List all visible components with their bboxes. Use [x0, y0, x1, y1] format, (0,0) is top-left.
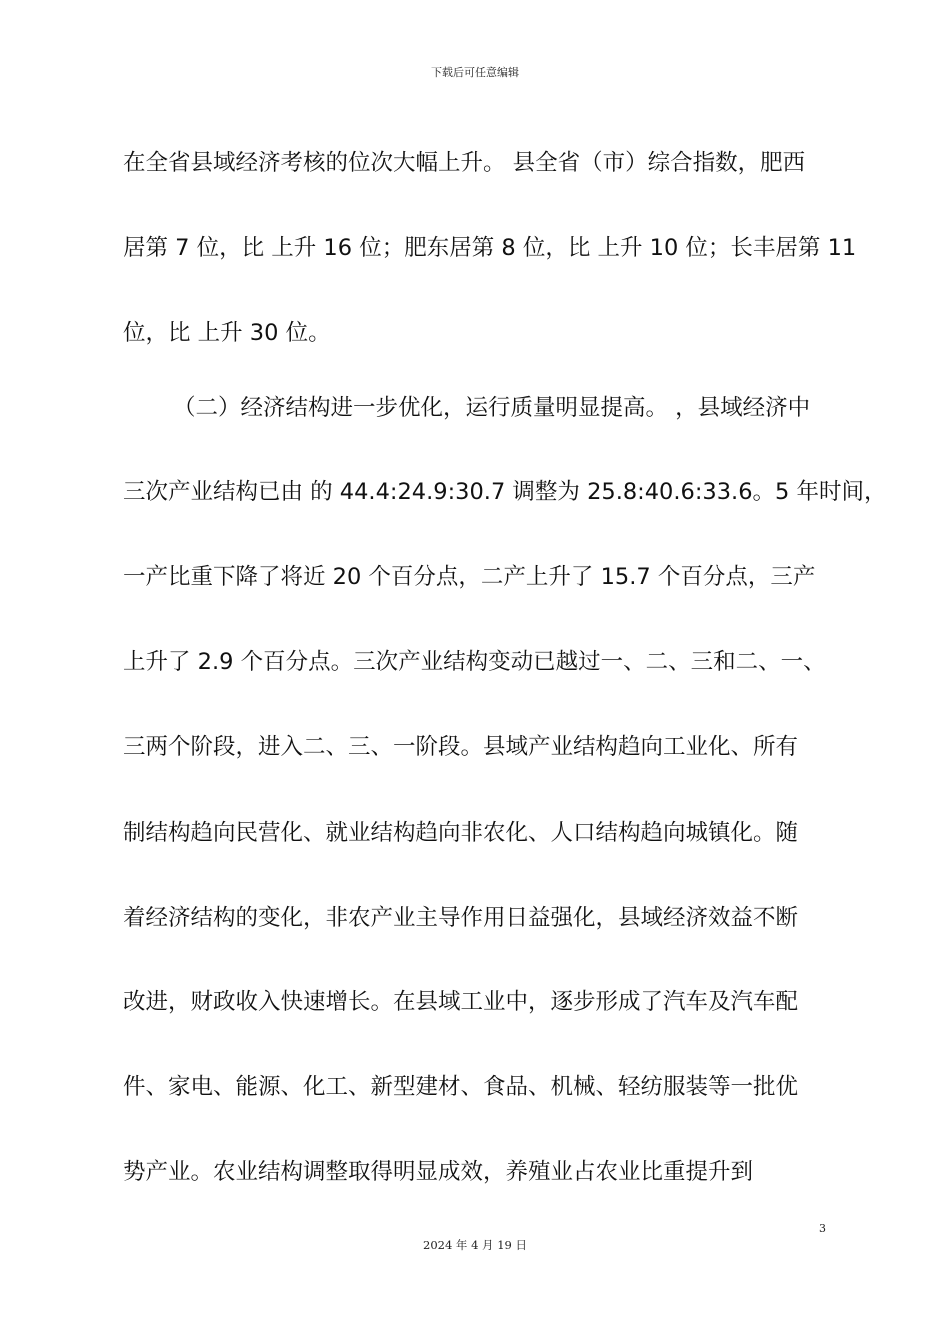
text-line: 件、家电、能源、化工、新型建材、食品、机械、轻纺服装等一批优: [123, 1074, 799, 1100]
text-line: 一产比重下降了将近 20 个百分点，二产上升了 15.7 个百分点，三产: [123, 564, 816, 590]
text-line: 着经济结构的变化，非农产业主导作用日益强化，县域经济效益不断: [123, 905, 799, 931]
page-number: 3: [819, 1222, 826, 1235]
text-line: 制结构趋向民营化、就业结构趋向非农化、人口结构趋向城镇化。随: [123, 820, 799, 846]
text-line: 位，比 上升 30 位。: [123, 320, 331, 346]
text-line: 在全省县域经济考核的位次大幅上升。 县全省（市）综合指数，肥西: [123, 150, 806, 176]
text-line: 三次产业结构已由 的 44.4:24.9:30.7 调整为 25.8:40.6:33.6。5 年时间，: [123, 479, 887, 505]
text-line: 上升了 2.9 个百分点。三次产业结构变动已越过一、二、三和二、一、: [123, 649, 826, 675]
text-line: 三两个阶段，进入二、三、一阶段。县域产业结构趋向工业化、所有: [123, 734, 799, 760]
text-line: 势产业。农业结构调整取得明显成效，养殖业占农业比重提升到: [123, 1159, 754, 1185]
section-heading-line: （二）经济结构进一步优化，运行质量明显提高。 ，县域经济中: [173, 395, 811, 421]
text-line: 居第 7 位，比 上升 16 位；肥东居第 8 位，比 上升 10 位；长丰居第 11: [123, 235, 857, 261]
page-date: 2024 年 4 月 19 日: [423, 1238, 527, 1252]
text-line: 改进，财政收入快速增长。在县域工业中，逐步形成了汽车及汽车配: [123, 989, 799, 1015]
page-header: 下载后可任意编辑: [431, 66, 519, 79]
